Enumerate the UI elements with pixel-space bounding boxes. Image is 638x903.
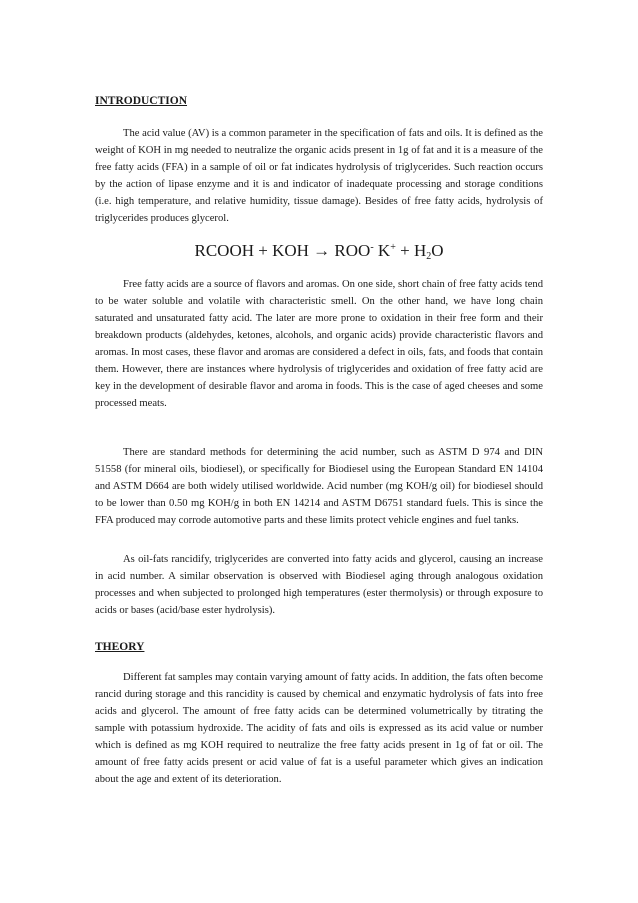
theory-paragraph-1 bbox=[95, 669, 543, 788]
introduction-heading: INTRODUCTION bbox=[95, 95, 188, 107]
introduction-paragraph-4 bbox=[95, 551, 543, 619]
introduction-paragraph-4-text: As oil-fats rancidify, triglycerides are converted into fatty acids and glycerol, causing an increase in acid number. A similar observation is observed with Biodiesel aging through analogous oxidation processes and when subjected to prolonged high temperatures (ester thermolysis) or through exposure to acids or bases (acid/base ester hydrolysis). bbox=[95, 554, 543, 616]
introduction-paragraph-2 bbox=[95, 276, 543, 412]
equation-product-roo: ROO bbox=[334, 241, 371, 260]
introduction-paragraph-1 bbox=[95, 125, 543, 227]
equation-roo-charge: - bbox=[370, 242, 374, 253]
equation-product-k: K bbox=[377, 241, 391, 260]
equation-water-o: O bbox=[431, 241, 444, 260]
equation-water-h: H bbox=[413, 241, 427, 260]
equation-water-subscript: 2 bbox=[426, 251, 432, 262]
equation-reactants: RCOOH + KOH → bbox=[194, 241, 331, 260]
introduction-paragraph-3 bbox=[95, 444, 543, 529]
theory-heading: THEORY bbox=[95, 641, 145, 653]
introduction-paragraph-2-text: Free fatty acids are a source of flavors and aromas. On one side, short chain of free fatty acids tend to be water soluble and volatile with characteristic smell. On the other hand, we have long chain saturated and unsaturated fatty acid. The later are more prone to oxidation in their free form and their breakdown products (aldehydes, ketones, alcohols, and organic acids) provide characteristic flavors and aromas. In most cases, these flavor and aromas are considered a defect in oils, fats, and foods that contain them. However, there are instances where hydrolysis of triglycerides and oxidation of free fatty acid are key in the development of desirable flavor and aroma in foods. This is the case of aged cheeses and some processed meats. bbox=[95, 279, 543, 409]
equation-plus: + bbox=[400, 241, 410, 260]
theory-paragraph-1-text: Different fat samples may contain varying amount of fatty acids. In addition, the fats often become rancid during storage and this rancidity is caused by chemical and enzymatic hydrolysis of fats into free acids and glycerol. The amount of free fatty acids can be determined volumetrically by titrating the sample with potassium hydroxide. The acidity of fats and oils is expressed as its acid value or number which is defined as mg KOH required to neutralize the free fatty acids present in 1g of fat or oil. The amount of free fatty acids present or acid value of fat is a useful parameter which gives an indication about the age and extent of its deterioration. bbox=[95, 672, 543, 785]
introduction-paragraph-1-text: The acid value (AV) is a common parameter in the specification of fats and oils. It is defined as the weight of KOH in mg needed to neutralize the organic acids present in 1g of fat and it is a measure of the free fatty acids (FFA) in a sample of oil or fat indicates hydrolysis of triglycerides. Such reaction occurs by the action of lipase enzyme and it is and indicator of inadequate processing and storage conditions (i.e. high temperature, and relative humidity, tissue damage). Besides of free fatty acids, hydrolysis of triglycerides produces glycerol. bbox=[95, 128, 543, 224]
equation-k-charge: + bbox=[390, 242, 396, 253]
chemical-equation bbox=[95, 239, 543, 263]
introduction-paragraph-3-text: There are standard methods for determining the acid number, such as ASTM D 974 and DIN 51558 (for mineral oils, biodiesel), or specifically for Biodiesel using the European Standard EN 14104 and ASTM D664 are both widely utilised worldwide. Acid number (mg KOH/g oil) for biodiesel should to be lower than 0.50 mg KOH/g in both EN 14214 and ASTM D6751 standard fuels. This is since the FFA produced may corrode automotive parts and these limits protect vehicle engines and fuel tanks. bbox=[95, 447, 543, 526]
